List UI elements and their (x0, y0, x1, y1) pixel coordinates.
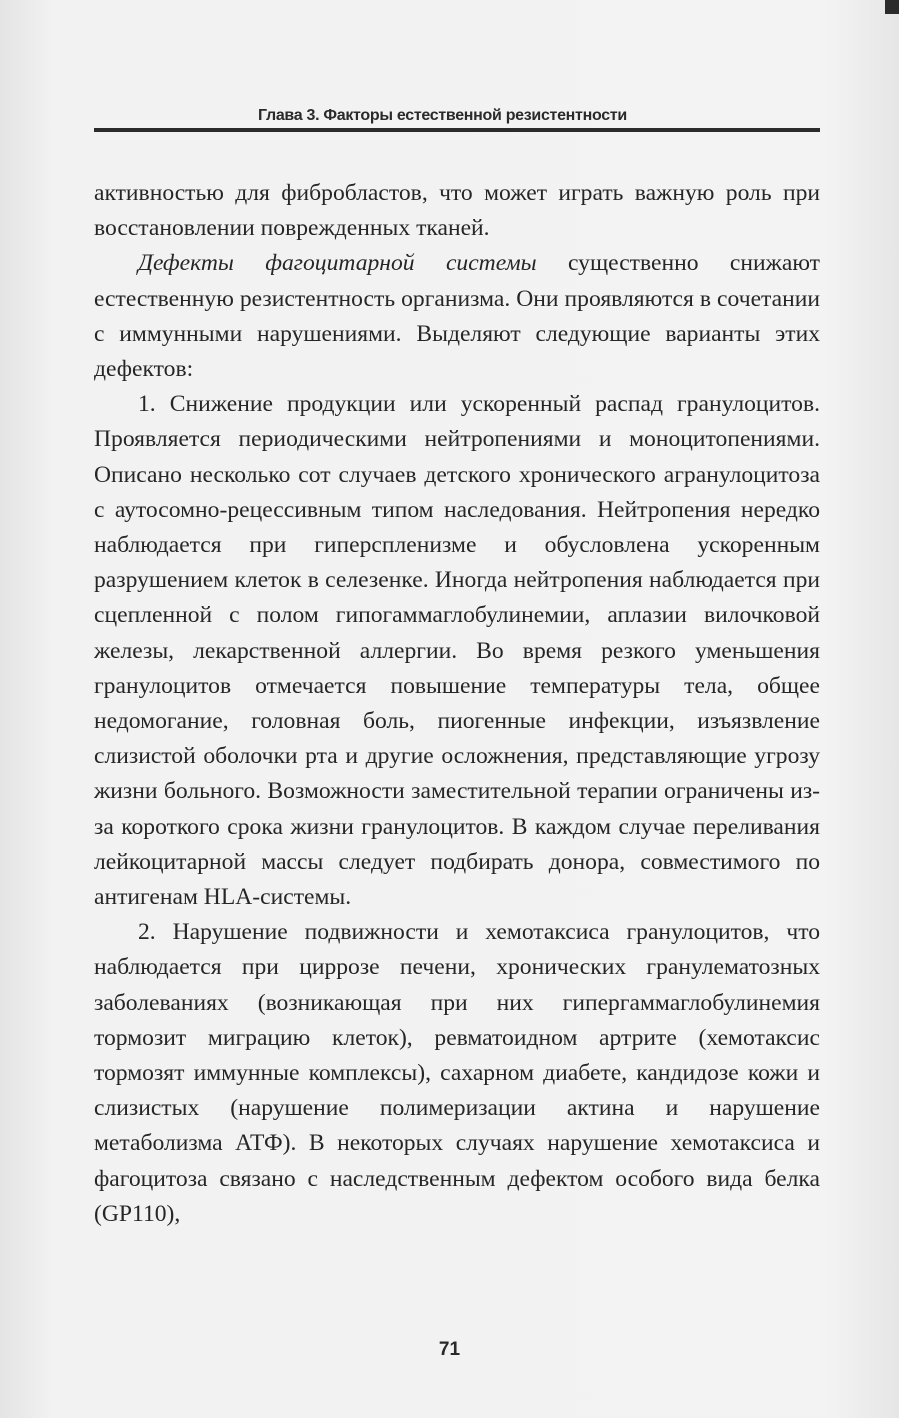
italic-term: Дефекты фагоцитарной системы (138, 250, 537, 277)
list-item-2: 2. Нарушение подвижности и хемотаксиса гранулоцитов, что наблюдается при циррозе печени, хронических гранулематозных заболеваниях (возникающая при них гипергаммаглобулинемия тормозит миграцию клеток), ревматоидном артрите (хемотаксис тормозят иммунные комплексы), сахарном диабете, кандидозе кожи и слизистых (нарушение полимеризации актина и нарушение метаболизма АТФ). В некоторых случаях нарушение хемотаксиса и фагоцитоза связано с наследственным дефектом особого вида белка (GP110), (94, 919, 820, 1227)
page-number: 71 (438, 1339, 461, 1360)
paragraph-text: существенно снижают естественную резистентность организма. Они проявляются в сочетании с иммунными нарушениями. Выделяют следующие варианты этих дефектов: (94, 250, 820, 383)
body-text (94, 176, 820, 1232)
paragraph-continuation: активностью для фибробластов, что может играть важную роль при восстановлении поврежденных тканей. (94, 180, 820, 242)
list-item-1: 1. Снижение продукции или ускоренный распад гранулоцитов. Проявляется периодическими нейтропениями и моноцитопениями. Описано несколько сот случаев детского хронического агранулоцитоза с аутосомно-рецессивным типом наследования. Нейтропения нередко наблюдается при гиперспленизме и обусловлена ускоренным разрушением клеток в селезенке. Иногда нейтропения наблюдается при сцепленной с полом гипогаммаглобулинемии, аплазии вилочковой железы, лекарственной аллергии. Во время резкого уменьшения гранулоцитов отмечается повышение температуры тела, общее недомогание, головная боль, пиогенные инфекции, изъязвление слизистой оболочки рта и другие осложнения, представляющие угрозу жизни больного. Возможности заместительной терапии ограничены из-за короткого срока жизни гранулоцитов. В каждом случае переливания лейкоцитарной массы следует подбирать донора, совместимого по антигенам HLA-системы. (94, 391, 820, 911)
scan-corner-mark (885, 0, 899, 14)
header-rule (94, 128, 820, 132)
running-title: Глава 3. Факторы естественной резистентности (258, 107, 627, 124)
paragraph-defects-intro (94, 246, 820, 387)
